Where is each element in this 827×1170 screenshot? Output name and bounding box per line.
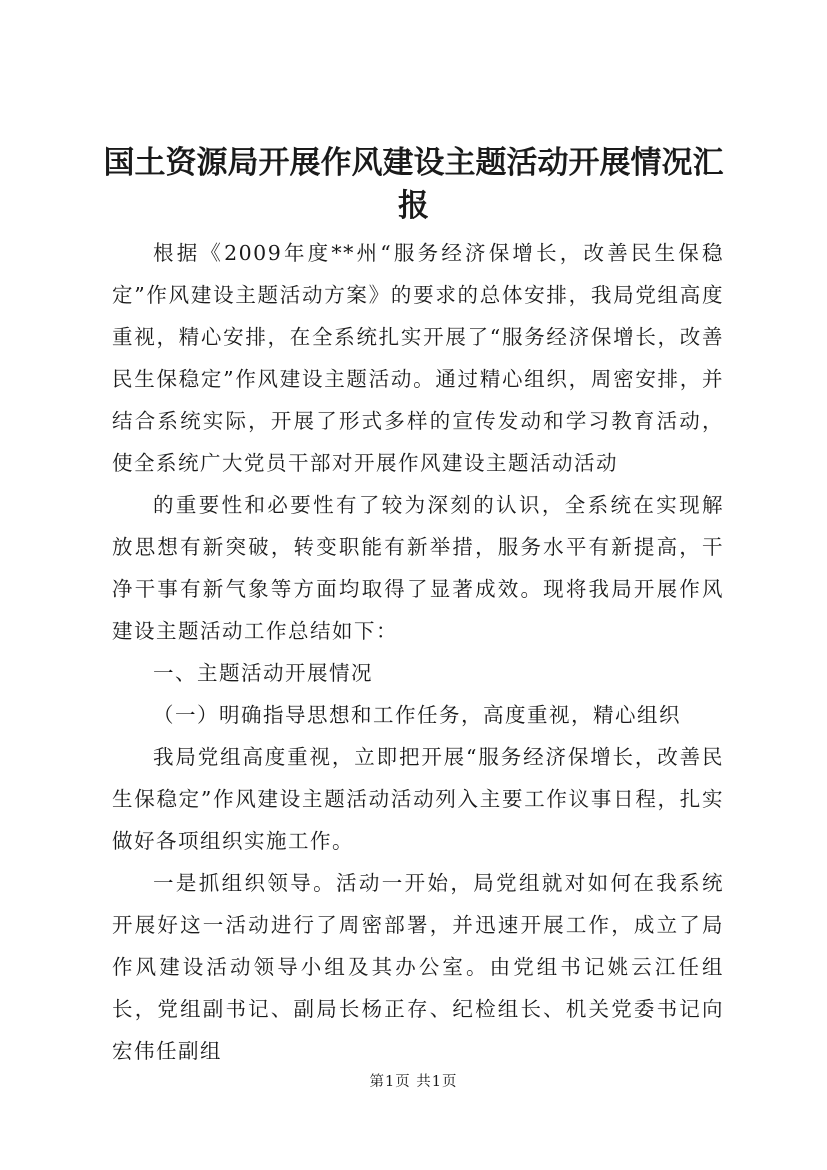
body-paragraph: 根据《2009年度**州“服务经济保增长，改善民生保稳定”作风建设主题活动方案》的要求的总体安排，我局党组高度重视，精心安排，在全系统扎实开展了“服务经济保增长，改善民生保稳定”作风建设主题活动。通过精心组织，周密安排，并结合系统实际，开展了形式多样的宣传发动和学习教育活动，使全系统广大党员干部对开展作风建设主题活动活动 xyxy=(112,241,724,475)
subsection-heading: （一）明确指导思想和工作任务，高度重视，精心组织 xyxy=(153,703,681,727)
body-paragraph: 我局党组高度重视，立即把开展“服务经济保增长，改善民生保稳定”作风建设主题活动活动列入主要工作议事日程，扎实做好各项组织实施工作。 xyxy=(112,745,724,853)
document-body xyxy=(112,232,724,1072)
body-paragraph: 一是抓组织领导。活动一开始，局党组就对如何在我系统开展好这一活动进行了周密部署，并迅速开展工作，成立了局作风建设活动领导小组及其办公室。由党组书记姚云江任组长，党组副书记、副局长杨正存、纪检组长、机关党委书记向宏伟任副组 xyxy=(112,871,724,1063)
page-footer: 第1页 共1页 xyxy=(369,1074,458,1090)
section-heading: 一、主题活动开展情况 xyxy=(153,661,373,685)
document-title: 国土资源局开展作风建设主题活动开展情况汇报 xyxy=(103,145,724,224)
body-paragraph: 的重要性和必要性有了较为深刻的认识，全系统在实现解放思想有新突破，转变职能有新举措，服务水平有新提高，干净干事有新气象等方面均取得了显著成效。现将我局开展作风建设主题活动工作总结如下： xyxy=(112,493,724,643)
